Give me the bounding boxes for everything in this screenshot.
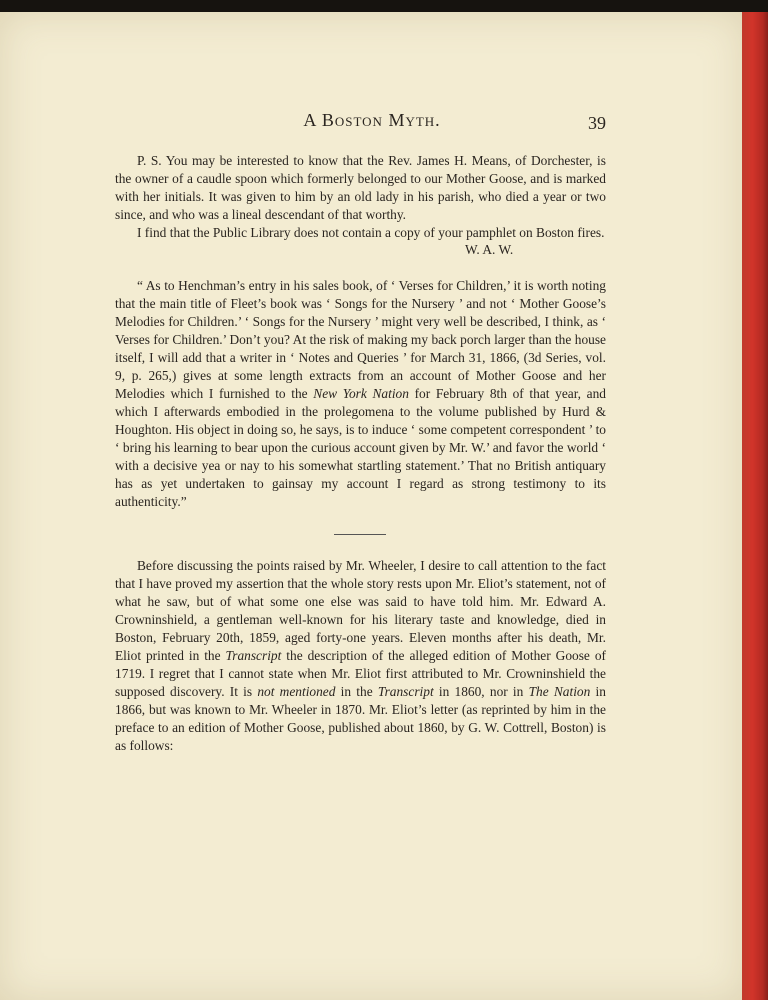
- postscript-paragraph: P. S. You may be interested to know that the Rev. James H. Means, of Dorchester, is the owner of a caudle spoon which formerly belonged to our Mother Goose, and is marked with her initials. It was given to him by an old lady in his parish, who died a year or two since, and who was a lineal descendant of that worthy.: [115, 153, 606, 222]
- postscript-library-text: I find that the Public Library does not contain a copy of your pamphlet on Boston fires.: [137, 225, 605, 240]
- body-text-5: in 1866, but was known to Mr. Wheeler in 1870. Mr. Eliot’s letter (as reprinted by him in the preface to an edition of Mother Goose, published about 1860, by G. W. Cottrell, Boston) is as follows:: [115, 684, 606, 753]
- body-italic-transcript: Transcript: [225, 648, 282, 663]
- page-number: 39: [588, 113, 606, 133]
- body-text-4: in 1860, nor in: [438, 684, 524, 699]
- quote-text-continued: for February 8th of that year, and which I afterwards embodied in the prolegomena to the volume published by Hurd & Houghton. His object in doing so, he says, is to induce ‘ some competent correspondent ’ to ‘ bring his learning to bear upon the curious account given by Mr. W.’ and favor the world ‘ with a decisive yea or nay to his somewhat startling statement.’ That no British antiquary has as yet undertaken to gainsay my account I regard as strong testimony to its authenticity.”: [115, 386, 606, 509]
- postscript-library-paragraph: [115, 224, 606, 242]
- body-italic-not-mentioned: not mentioned: [257, 684, 336, 699]
- running-head: A Boston Myth.: [303, 110, 441, 130]
- body-italic-the-nation: The Nation: [528, 684, 591, 699]
- quoted-letter-paragraph: [115, 277, 606, 511]
- body-text: Before discussing the points raised by Mr. Wheeler, I desire to call attention to the fact that I have proved my assertion that the whole story rests upon Mr. Eliot’s statement, not of what he saw, but of what some one else was said to have told him. Mr. Edward A. Crowninshield, a gentleman well-known for his literary taste and knowledge, died in Boston, February 20th, 1859, aged forty-one years. Eleven months after his death, Mr. Eliot printed in the: [115, 558, 606, 663]
- body-paragraph: [115, 557, 606, 755]
- body-text-2: the description of the alleged edition of Mother Goose of 1719. I regret that I cannot state when Mr. Eliot first attributed to Mr. Crowninshield the supposed discovery. It is: [115, 648, 606, 699]
- scan-top-border: [0, 0, 768, 12]
- quote-italic-nation: New York Nation: [313, 386, 409, 401]
- section-divider: [334, 534, 386, 535]
- quote-text: “ As to Henchman’s entry in his sales book, of ‘ Verses for Children,’ it is worth noting that the main title of Fleet’s book was ‘ Songs for the Nursery ’ and not ‘ Mother Goose’s Melodies for Children.’ ‘ Songs for the Nursery ’ might very well be described, I think, as ‘ Verses for Children.’ Don’t you? At the risk of making my back porch larger than the house itself, I will add that a writer in ‘ Notes and Queries ’ for March 31, 1866, (3d Series, vol. 9, p. 265,) gives at some length extracts from an account of Mother Goose and her Melodies which I furnished to the: [115, 278, 606, 401]
- signature: W. A. W.: [465, 242, 514, 257]
- red-page-edge: [742, 12, 768, 1000]
- body-text-3: in the: [340, 684, 373, 699]
- body-italic-transcript-2: Transcript: [377, 684, 434, 699]
